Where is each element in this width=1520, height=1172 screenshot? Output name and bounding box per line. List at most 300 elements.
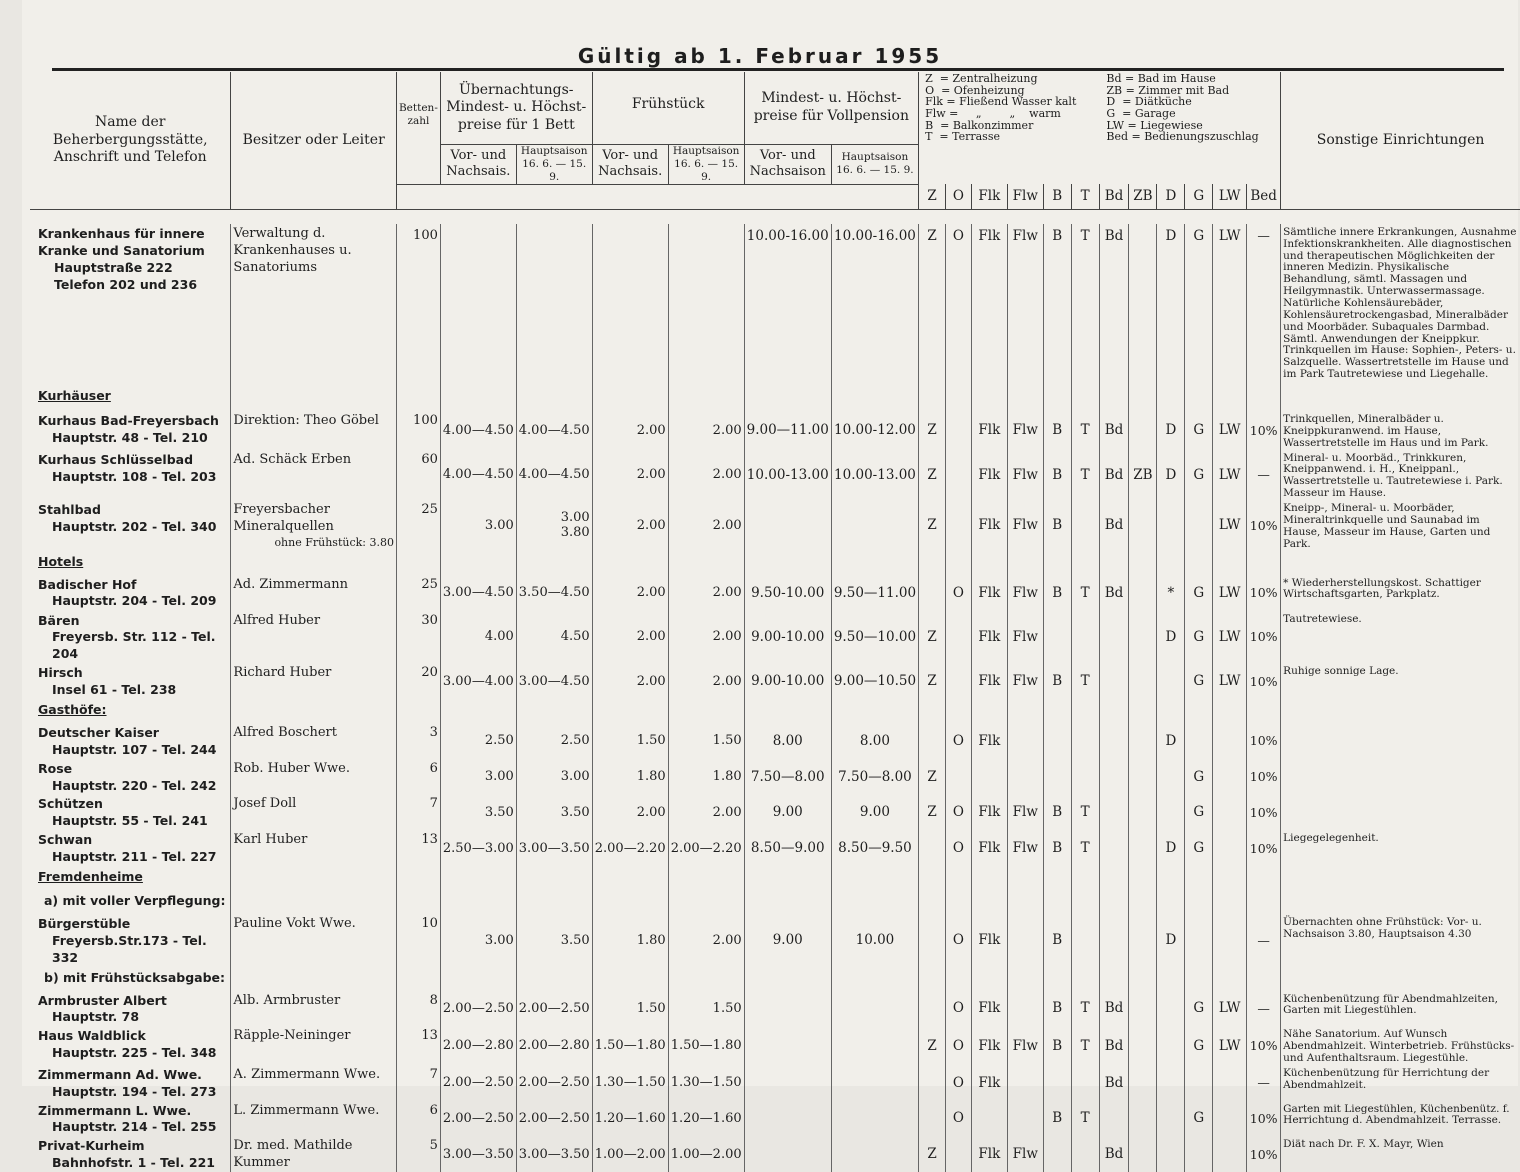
facility-code: G (1185, 1026, 1213, 1065)
facility-code (1213, 830, 1247, 866)
facility-code (1071, 1065, 1099, 1101)
overnight-low: 3.00 (440, 759, 516, 795)
beds: 100 (396, 411, 440, 450)
establishment-name: Krankenhaus für innere Kranke und Sanatorium (38, 225, 205, 258)
facility-code: O (945, 1065, 971, 1101)
fullboard-high: 9.50—11.00 (831, 575, 918, 611)
facility-code: D (1157, 830, 1185, 866)
overnight-high: 3.00—4.50 (516, 663, 592, 699)
beds: 25 (396, 500, 440, 550)
facility-code: Flk (971, 411, 1007, 450)
header-other: Sonstige Einrichtungen (1281, 72, 1520, 209)
facility-code (1007, 1065, 1043, 1101)
beds: 3 (396, 723, 440, 759)
establishment-name: Kurhaus Schlüsselbad (38, 451, 194, 467)
facility-code (1157, 663, 1185, 699)
facility-code: Flw (1007, 794, 1043, 830)
facility-code: D (1157, 914, 1185, 967)
section-row (30, 699, 1520, 723)
breakfast-high: 2.00 (668, 411, 744, 450)
facility-code: B (1043, 450, 1071, 500)
header-fullboard-low: Vor- und Nachsaison (744, 144, 831, 184)
facility-code: Flk (971, 830, 1007, 866)
facility-code: Flw (1007, 1026, 1043, 1065)
header-overnight: Übernachtungs-Mindest- u. Höchst-preise für 1 Bett (440, 72, 592, 144)
breakfast-high: 2.00—2.20 (668, 830, 744, 866)
remarks: Mineral- u. Moorbäd., Trinkkuren, Kneippanwend. i. H., Kneippanl., Wassertretstelle u. Tautretewiese i. Park. Masseur im Hause. (1281, 450, 1520, 500)
establishment-address: Freyersb. Str. 112 - Tel. 204 (52, 629, 216, 662)
facility-code (1213, 1136, 1247, 1172)
facility-code: T (1071, 794, 1099, 830)
fullboard-low (744, 1065, 831, 1101)
facility-code (1157, 1136, 1185, 1172)
establishment-address: Hauptstr. 211 - Tel. 227 (52, 849, 217, 864)
establishment-address: Hauptstr. 220 - Tel. 242 (52, 777, 217, 793)
facility-code: Flw (1007, 500, 1043, 550)
fullboard-high: 9.50—10.00 (831, 611, 918, 664)
breakfast-high: 1.20—1.60 (668, 1101, 744, 1137)
beds: 30 (396, 611, 440, 664)
overnight-low: 2.00—2.50 (440, 991, 516, 1027)
facility-code: B (1043, 991, 1071, 1027)
establishment-name: Hirsch (38, 665, 83, 681)
facility-code: Flw (1007, 1136, 1043, 1172)
facility-code (1157, 759, 1185, 795)
facility-code: Z (919, 500, 946, 550)
establishment-name: Haus Waldblick (38, 1028, 146, 1044)
facility-code: B (1043, 830, 1071, 866)
table-row (30, 794, 1520, 830)
owner: Ad. Schäck Erben (233, 451, 352, 467)
fullboard-low (744, 500, 831, 550)
establishment-address: Hauptstr. 108 - Tel. 203 (52, 468, 217, 484)
facility-code: Bd (1099, 575, 1129, 611)
section-title: Gasthöfe: (38, 702, 107, 718)
fullboard-low (744, 991, 831, 1027)
facility-code (1129, 723, 1157, 759)
establishment-phone: Telefon 202 und 236 (54, 276, 198, 292)
facility-code (919, 1065, 946, 1101)
header-breakfast-low: Vor- und Nachsais. (592, 144, 668, 184)
facility-code: Flk (971, 663, 1007, 699)
facility-code: 10% (1247, 663, 1281, 699)
facility-code: O (945, 1026, 971, 1065)
facility-code (1157, 794, 1185, 830)
breakfast-low: 1.50 (592, 991, 668, 1027)
remarks: Küchenbenützung für Abendmahlzeiten, Garten mit Liegestühlen. (1281, 991, 1520, 1027)
facility-code (1157, 1026, 1185, 1065)
facility-code: — (1247, 224, 1281, 381)
fullboard-high (831, 991, 918, 1027)
facility-code: Flk (971, 991, 1007, 1027)
establishment-address: Hauptstr. 214 - Tel. 255 (52, 1119, 217, 1135)
facility-code: Flw (1007, 224, 1043, 381)
code-header: Z (919, 184, 946, 209)
fullboard-high (831, 1026, 918, 1065)
establishment-address: Hauptstr. 225 - Tel. 348 (52, 1045, 217, 1061)
remarks: Tautretewiese. (1281, 611, 1520, 664)
facility-code (1099, 830, 1129, 866)
facility-code (1129, 663, 1157, 699)
facility-code: G (1185, 450, 1213, 500)
remarks: Liegegelegenheit. (1281, 830, 1520, 866)
facility-code: Bd (1099, 224, 1129, 381)
breakfast-high: 2.00 (668, 663, 744, 699)
facility-code: B (1043, 575, 1071, 611)
fullboard-high (831, 500, 918, 550)
facility-code: B (1043, 914, 1071, 967)
facility-code (1129, 1101, 1157, 1137)
facility-code: — (1247, 991, 1281, 1027)
facility-code: LW (1213, 224, 1247, 381)
remarks: * Wiederherstellungskost. Schattiger Wirtschaftsgarten, Parkplatz. (1281, 575, 1520, 611)
facility-code: LW (1213, 991, 1247, 1027)
fullboard-low (744, 1136, 831, 1172)
facility-code: Bd (1099, 1026, 1129, 1065)
section-title: Hotels (38, 554, 84, 570)
overnight-low: 4.00—4.50 (440, 450, 516, 500)
subsection-row (30, 967, 1520, 991)
facility-code: T (1071, 575, 1099, 611)
facility-code: O (945, 830, 971, 866)
facility-code (1157, 991, 1185, 1027)
facility-code: 10% (1247, 723, 1281, 759)
overnight-low: 3.50 (440, 794, 516, 830)
fullboard-high (831, 1065, 918, 1101)
facility-code: Flk (971, 723, 1007, 759)
facility-code: G (1185, 991, 1213, 1027)
facility-code: G (1185, 575, 1213, 611)
table-row (30, 450, 1520, 500)
facility-code (1043, 611, 1071, 664)
table-row (30, 663, 1520, 699)
facility-code: 10% (1247, 611, 1281, 664)
breakfast-high (668, 224, 744, 381)
table-row (30, 411, 1520, 450)
facility-code (1157, 1101, 1185, 1137)
establishment-address: Hauptstr. 78 (52, 1009, 140, 1025)
facility-code: LW (1213, 575, 1247, 611)
facility-code: G (1185, 224, 1213, 381)
table-row (30, 723, 1520, 759)
remarks: Trinkquellen, Mineralbäder u. Kneippkuranwend. im Hause, Wassertretstelle im Haus und im Park. (1281, 411, 1520, 450)
facility-code: Bd (1099, 1065, 1129, 1101)
facility-code: B (1043, 1101, 1071, 1137)
facility-code (1185, 500, 1213, 550)
header-legend (919, 72, 1281, 144)
overnight-high-no-breakfast: 3.80 (560, 525, 590, 541)
breakfast-low: 1.50 (592, 723, 668, 759)
subsection-title: a) mit voller Verpflegung: (44, 893, 226, 909)
remarks: Diät nach Dr. F. X. Mayr, Wien (1281, 1136, 1520, 1172)
overnight-low: 3.00—4.50 (440, 575, 516, 611)
remarks: Nähe Sanatorium. Auf Wunsch Abendmahlzeit. Winterbetrieb. Frühstücks- und Aufenthaltsraum. Liegestühle. (1281, 1026, 1520, 1065)
facility-code (1007, 723, 1043, 759)
overnight-high: 2.00—2.80 (516, 1026, 592, 1065)
facility-code: O (945, 794, 971, 830)
facility-code (1213, 794, 1247, 830)
establishment-address: Hauptstr. 202 - Tel. 340 (52, 518, 217, 534)
establishment-address: Hauptstr. 48 - Tel. 210 (52, 429, 208, 445)
facility-code (1099, 723, 1129, 759)
beds: 6 (396, 759, 440, 795)
facility-code (1185, 723, 1213, 759)
facility-code: B (1043, 411, 1071, 450)
breakfast-high: 1.30—1.50 (668, 1065, 744, 1101)
facility-code (1129, 575, 1157, 611)
subsection-title: b) mit Frühstücksabgabe: (44, 970, 226, 986)
overnight-high: 4.00—4.50 (516, 450, 592, 500)
facility-code: Flk (971, 611, 1007, 664)
facility-code (1099, 794, 1129, 830)
owner: Karl Huber (233, 832, 308, 848)
table-row (30, 575, 1520, 611)
establishment-address: Hauptstr. 204 - Tel. 209 (52, 593, 217, 609)
breakfast-high: 2.00 (668, 794, 744, 830)
facility-code (1043, 759, 1071, 795)
overnight-high: 3.00—3.50 (516, 1136, 592, 1172)
owner: L. Zimmermann Wwe. (233, 1102, 380, 1118)
fullboard-high: 8.00 (831, 723, 918, 759)
breakfast-low: 1.50—1.80 (592, 1026, 668, 1065)
facility-code (1129, 830, 1157, 866)
owner: Ad. Zimmermann (233, 576, 348, 592)
overnight-high: 4.00—4.50 (516, 411, 592, 450)
facility-code (945, 1136, 971, 1172)
owner: Richard Huber (233, 665, 332, 681)
fullboard-high: 10.00-13.00 (831, 450, 918, 500)
facility-code: O (945, 914, 971, 967)
facility-code: Z (919, 794, 946, 830)
owner: Freyersbacher Mineralquellen (233, 502, 334, 534)
establishment-name: Kurhaus Bad-Freyersbach (38, 413, 219, 429)
facility-code: 10% (1247, 411, 1281, 450)
beds: 20 (396, 663, 440, 699)
section-row (30, 551, 1520, 575)
facility-code (919, 1101, 946, 1137)
owner-note: ohne Frühstück: 3.80 (274, 535, 394, 549)
establishment-name: Zimmermann L. Wwe. (38, 1102, 192, 1118)
table-row (30, 1101, 1520, 1137)
header-overnight-high: Hauptsaison 16. 6. — 15. 9. (516, 144, 592, 184)
facility-code: B (1043, 794, 1071, 830)
facility-code: Flw (1007, 830, 1043, 866)
establishment-address: Hauptstr. 55 - Tel. 241 (52, 813, 208, 829)
beds: 13 (396, 830, 440, 866)
fullboard-low: 9.00—11.00 (744, 411, 831, 450)
facility-code (1099, 663, 1129, 699)
facility-code: Flw (1007, 450, 1043, 500)
remarks: Kneipp-, Mineral- u. Moorbäder, Mineraltrinkquelle und Saunabad im Hause, Masseur im Hause, Garten und Park. (1281, 500, 1520, 550)
beds: 60 (396, 450, 440, 500)
code-header: B (1043, 184, 1071, 209)
fullboard-low: 9.50-10.00 (744, 575, 831, 611)
section-title: Kurhäuser (38, 387, 111, 403)
facility-code (945, 411, 971, 450)
facility-code (1043, 1136, 1071, 1172)
owner: Rob. Huber Wwe. (233, 760, 351, 776)
facility-code: — (1247, 450, 1281, 500)
table-row (30, 914, 1520, 967)
facility-code (1213, 1065, 1247, 1101)
section-title: Fremdenheime (38, 869, 143, 885)
header-beds: Betten-zahl (396, 72, 440, 184)
header-owner: Besitzer oder Leiter (231, 72, 397, 209)
breakfast-low: 1.80 (592, 759, 668, 795)
facility-code (1213, 1101, 1247, 1137)
facility-code (1157, 500, 1185, 550)
fullboard-low: 9.00 (744, 914, 831, 967)
establishment-name: Schützen (38, 796, 103, 812)
breakfast-high: 1.50—1.80 (668, 1026, 744, 1065)
remarks (1281, 794, 1520, 830)
facility-code (1099, 611, 1129, 664)
facility-code: G (1185, 611, 1213, 664)
facility-code (1157, 1065, 1185, 1101)
facility-code (1071, 759, 1099, 795)
facility-code: Z (919, 759, 946, 795)
facility-code: O (945, 991, 971, 1027)
facility-code (919, 723, 946, 759)
fullboard-low: 8.50—9.00 (744, 830, 831, 866)
table-row (30, 830, 1520, 866)
establishment-address: Freyersb.Str.173 - Tel. 332 (52, 932, 207, 965)
facility-code: B (1043, 224, 1071, 381)
overnight-low: 3.00 (440, 914, 516, 967)
establishment-name: Privat-Kurheim (38, 1138, 145, 1154)
facility-code: D (1157, 224, 1185, 381)
facility-code: Flk (971, 224, 1007, 381)
facility-code: T (1071, 450, 1099, 500)
facility-code (1129, 991, 1157, 1027)
beds: 8 (396, 991, 440, 1027)
facility-code: G (1185, 663, 1213, 699)
facility-code: Bd (1099, 411, 1129, 450)
facility-code: Z (919, 450, 946, 500)
facility-code: Z (919, 663, 946, 699)
facility-code: Flw (1007, 663, 1043, 699)
facility-code: B (1043, 500, 1071, 550)
facility-code: 10% (1247, 1136, 1281, 1172)
establishment-name: Bären (38, 612, 80, 628)
subsection-row (30, 890, 1520, 914)
table-row (30, 1065, 1520, 1101)
facility-code: 10% (1247, 500, 1281, 550)
overnight-high: 3.50 (516, 794, 592, 830)
remarks (1281, 759, 1520, 795)
code-header: O (945, 184, 971, 209)
legend-left: Z = Zentralheizung O = Ofenheizung Flk = Fließend Wasser kalt Flw = „ „ warm B = Balkonzimmer T = Terrasse (925, 72, 1077, 144)
facility-code: * (1157, 575, 1185, 611)
facility-code: T (1071, 411, 1099, 450)
facility-code (1071, 723, 1099, 759)
facility-code (1071, 500, 1099, 550)
fullboard-high: 7.50—8.00 (831, 759, 918, 795)
table-row (30, 759, 1520, 795)
overnight-low: 2.50—3.00 (440, 830, 516, 866)
establishment-name: Rose (38, 760, 73, 776)
overnight-high: 4.50 (516, 611, 592, 664)
facility-code (1129, 1026, 1157, 1065)
overnight-high: 3.50 (516, 914, 592, 967)
overnight-low: 2.00—2.50 (440, 1101, 516, 1137)
owner: Pauline Vokt Wwe. (233, 915, 356, 931)
beds: 5 (396, 1136, 440, 1172)
remarks: Sämtliche innere Erkrankungen, Ausnahme Infektionskrankheiten. Alle diagnostischen und therapeutischen Möglichkeiten der inneren Medizin. Physikalische Behandlung, sämtl. Massagen und Heilgymnastik. Unterwassermassage. Natürliche Kohlensäurebäder, Kohlensäuretrockengasbad, Mineralbäder und Moorbäder. Subaquales Darmbad. Sämtl. Anwendungen der Kneippkur. Trinkquellen im Hause: Sophien-, Peters- u. Salzquelle. Wassertretstelle im Hause und im Park Tautretewiese und Liegehalle. (1281, 224, 1520, 381)
facility-code (1071, 611, 1099, 664)
facility-code: D (1157, 411, 1185, 450)
facility-code (919, 575, 946, 611)
facility-code (1185, 1136, 1213, 1172)
facility-code: Flk (971, 450, 1007, 500)
facility-code (945, 500, 971, 550)
owner: Alfred Boschert (233, 724, 337, 740)
facility-code: D (1157, 611, 1185, 664)
breakfast-low: 1.20—1.60 (592, 1101, 668, 1137)
breakfast-low: 1.00—2.00 (592, 1136, 668, 1172)
overnight-low: 3.00—4.00 (440, 663, 516, 699)
establishment-name: Bürgerstüble (38, 915, 131, 931)
facility-code: Flw (1007, 411, 1043, 450)
facility-code: LW (1213, 611, 1247, 664)
fullboard-high: 9.00—10.50 (831, 663, 918, 699)
facility-code: Flk (971, 1026, 1007, 1065)
facility-code (1129, 914, 1157, 967)
header-name: Name der Beherbergungsstätte, Anschrift und Telefon (30, 72, 231, 209)
overnight-high: 3.50—4.50 (516, 575, 592, 611)
fullboard-high (831, 1101, 918, 1137)
breakfast-high: 1.50 (668, 991, 744, 1027)
facility-code (971, 759, 1007, 795)
facility-code (1129, 224, 1157, 381)
fullboard-high: 9.00 (831, 794, 918, 830)
facility-code: 10% (1247, 759, 1281, 795)
facility-code: G (1185, 411, 1213, 450)
overnight-low: 2.50 (440, 723, 516, 759)
facility-code: Flk (971, 575, 1007, 611)
facility-code: B (1043, 663, 1071, 699)
facility-code: Flk (971, 1136, 1007, 1172)
facility-code (1043, 723, 1071, 759)
facility-code: Bd (1099, 500, 1129, 550)
legend-right: Bd = Bad im Hause ZB = Zimmer mit Bad D = Diätküche G = Garage LW = Liegewiese Bed = Bedienungszuschlag (1106, 72, 1259, 144)
overnight-low: 2.00—2.80 (440, 1026, 516, 1065)
remarks (1281, 723, 1520, 759)
header-rule (52, 68, 1504, 71)
facility-code (945, 450, 971, 500)
table-row (30, 224, 1520, 381)
facility-code (1007, 991, 1043, 1027)
facility-code (1071, 1136, 1099, 1172)
page-title: Gültig ab 1. Februar 1955 (577, 44, 943, 68)
facility-code: T (1071, 1026, 1099, 1065)
establishment-address: Insel 61 - Tel. 238 (52, 682, 177, 697)
facility-code (1129, 611, 1157, 664)
facility-code: LW (1213, 500, 1247, 550)
table-row (30, 611, 1520, 664)
facility-code: Z (919, 1026, 946, 1065)
breakfast-high: 1.80 (668, 759, 744, 795)
facility-code (1213, 914, 1247, 967)
fullboard-low: 9.00 (744, 794, 831, 830)
facility-code: LW (1213, 411, 1247, 450)
facility-code (1129, 759, 1157, 795)
facility-code: G (1185, 794, 1213, 830)
fullboard-low: 9.00-10.00 (744, 663, 831, 699)
remarks: Garten mit Liegestühlen, Küchenbenütz. f. Herrichtung d. Abendmahlzeit. Terrasse. (1281, 1101, 1520, 1137)
facility-code: Bd (1099, 991, 1129, 1027)
facility-code: Bd (1099, 1136, 1129, 1172)
